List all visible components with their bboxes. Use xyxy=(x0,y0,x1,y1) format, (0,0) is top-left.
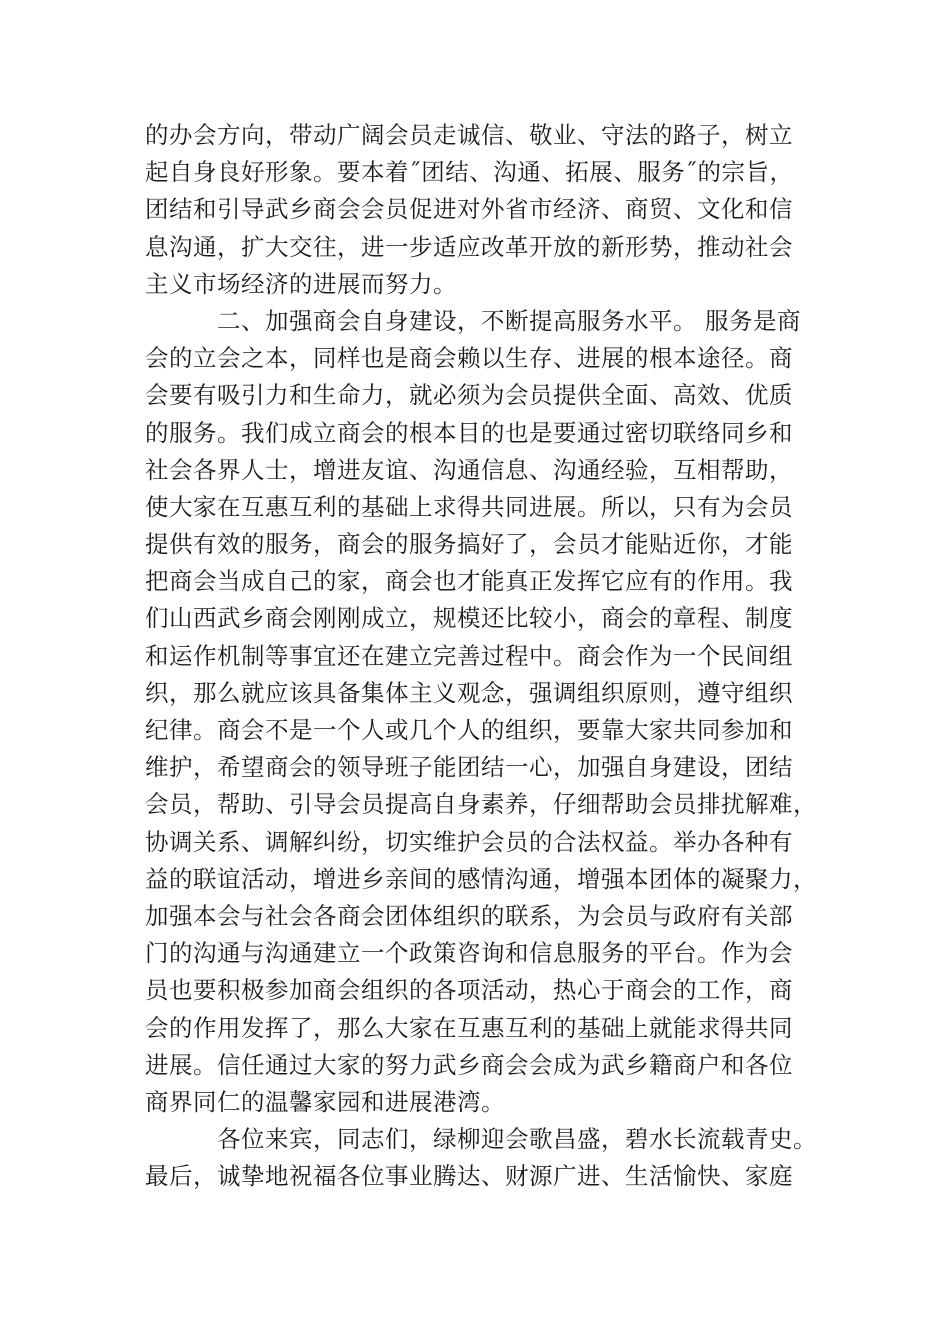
text-line: 最后，诚挚地祝福各位事业腾达、财源广进、生活愉快、家庭 xyxy=(145,1162,793,1191)
text-line: 纪律。商会不是一个人或几个人的组织，要靠大家共同参加和 xyxy=(145,716,793,744)
body-text xyxy=(145,117,817,1195)
text-line: 门的沟通与沟通建立一个政策咨询和信息服务的平台。作为会 xyxy=(145,939,793,968)
text-line: 们山西武乡商会刚刚成立，规模还比较小，商会的章程、制度 xyxy=(145,604,793,633)
text-line: 和运作机制等事宜还在建立完善过程中。商会作为一个民间组 xyxy=(145,641,793,670)
text-line: 加强本会与社会各商会团体组织的联系，为会员与政府有关部 xyxy=(145,901,793,930)
text-line: 会员，帮助、引导会员提高自身素养，仔细帮助会员排扰解难， xyxy=(145,790,817,819)
text-line: 织，那么就应该具备集体主义观念，强调组织原则，遵守组织 xyxy=(145,678,793,707)
text-line: 员也要积极参加商会组织的各项活动，热心于商会的工作，商 xyxy=(145,976,793,1005)
text-line: 协调关系、调解纠纷，切实维护会员的合法权益。举办各种有 xyxy=(145,827,793,856)
text-line: 社会各界人士，增进友谊、沟通信息、沟通经验，互相帮助， xyxy=(145,455,793,484)
text-line: 商界同仁的温馨家园和进展港湾。 xyxy=(145,1087,505,1116)
text-line: 的办会方向，带动广阔会员走诚信、敬业、守法的路子，树立 xyxy=(145,121,793,149)
text-line: 会要有吸引力和生命力，就必须为会员提供全面、高效、优质 xyxy=(145,381,793,410)
text-line: 使大家在互惠互利的基础上求得共同进展。所以，只有为会员 xyxy=(145,492,793,521)
text-line: 会的作用发挥了，那么大家在互惠互利的基础上就能求得共同 xyxy=(145,1013,793,1042)
text-line: 二、加强商会自身建设，不断提高服务水平。 服务是商 xyxy=(217,306,801,335)
text-line: 维护，希望商会的领导班子能团结一心，加强自身建设，团结 xyxy=(145,753,793,782)
text-line: 团结和引导武乡商会会员促进对外省市经济、商贸、文化和信 xyxy=(145,195,793,224)
text-line: 把商会当成自己的家，商会也才能真正发挥它应有的作用。我 xyxy=(145,567,793,596)
text-line: 提供有效的服务，商会的服务搞好了，会员才能贴近你，才能 xyxy=(145,530,793,559)
text-line: 益的联谊活动，增进乡亲间的感情沟通，增强本团体的凝聚力， xyxy=(145,864,817,893)
text-line: 各位来宾，同志们，绿柳迎会歌昌盛，碧水长流载青史。 xyxy=(217,1125,817,1154)
text-line: 的服务。我们成立商会的根本目的也是要通过密切联络同乡和 xyxy=(145,418,793,447)
text-line: 息沟通，扩大交往，进一步适应改革开放的新形势，推动社会 xyxy=(145,232,793,261)
text-line: 进展。信任通过大家的努力武乡商会会成为武乡籍商户和各位 xyxy=(145,1050,793,1079)
text-line: 起自身良好形象。要本着˝团结、沟通、拓展、服务˝的宗旨， xyxy=(145,158,794,187)
text-line: 主义市场经济的进展而努力。 xyxy=(145,269,457,298)
text-line: 会的立会之本，同样也是商会赖以生存、进展的根本途径。商 xyxy=(145,344,793,373)
